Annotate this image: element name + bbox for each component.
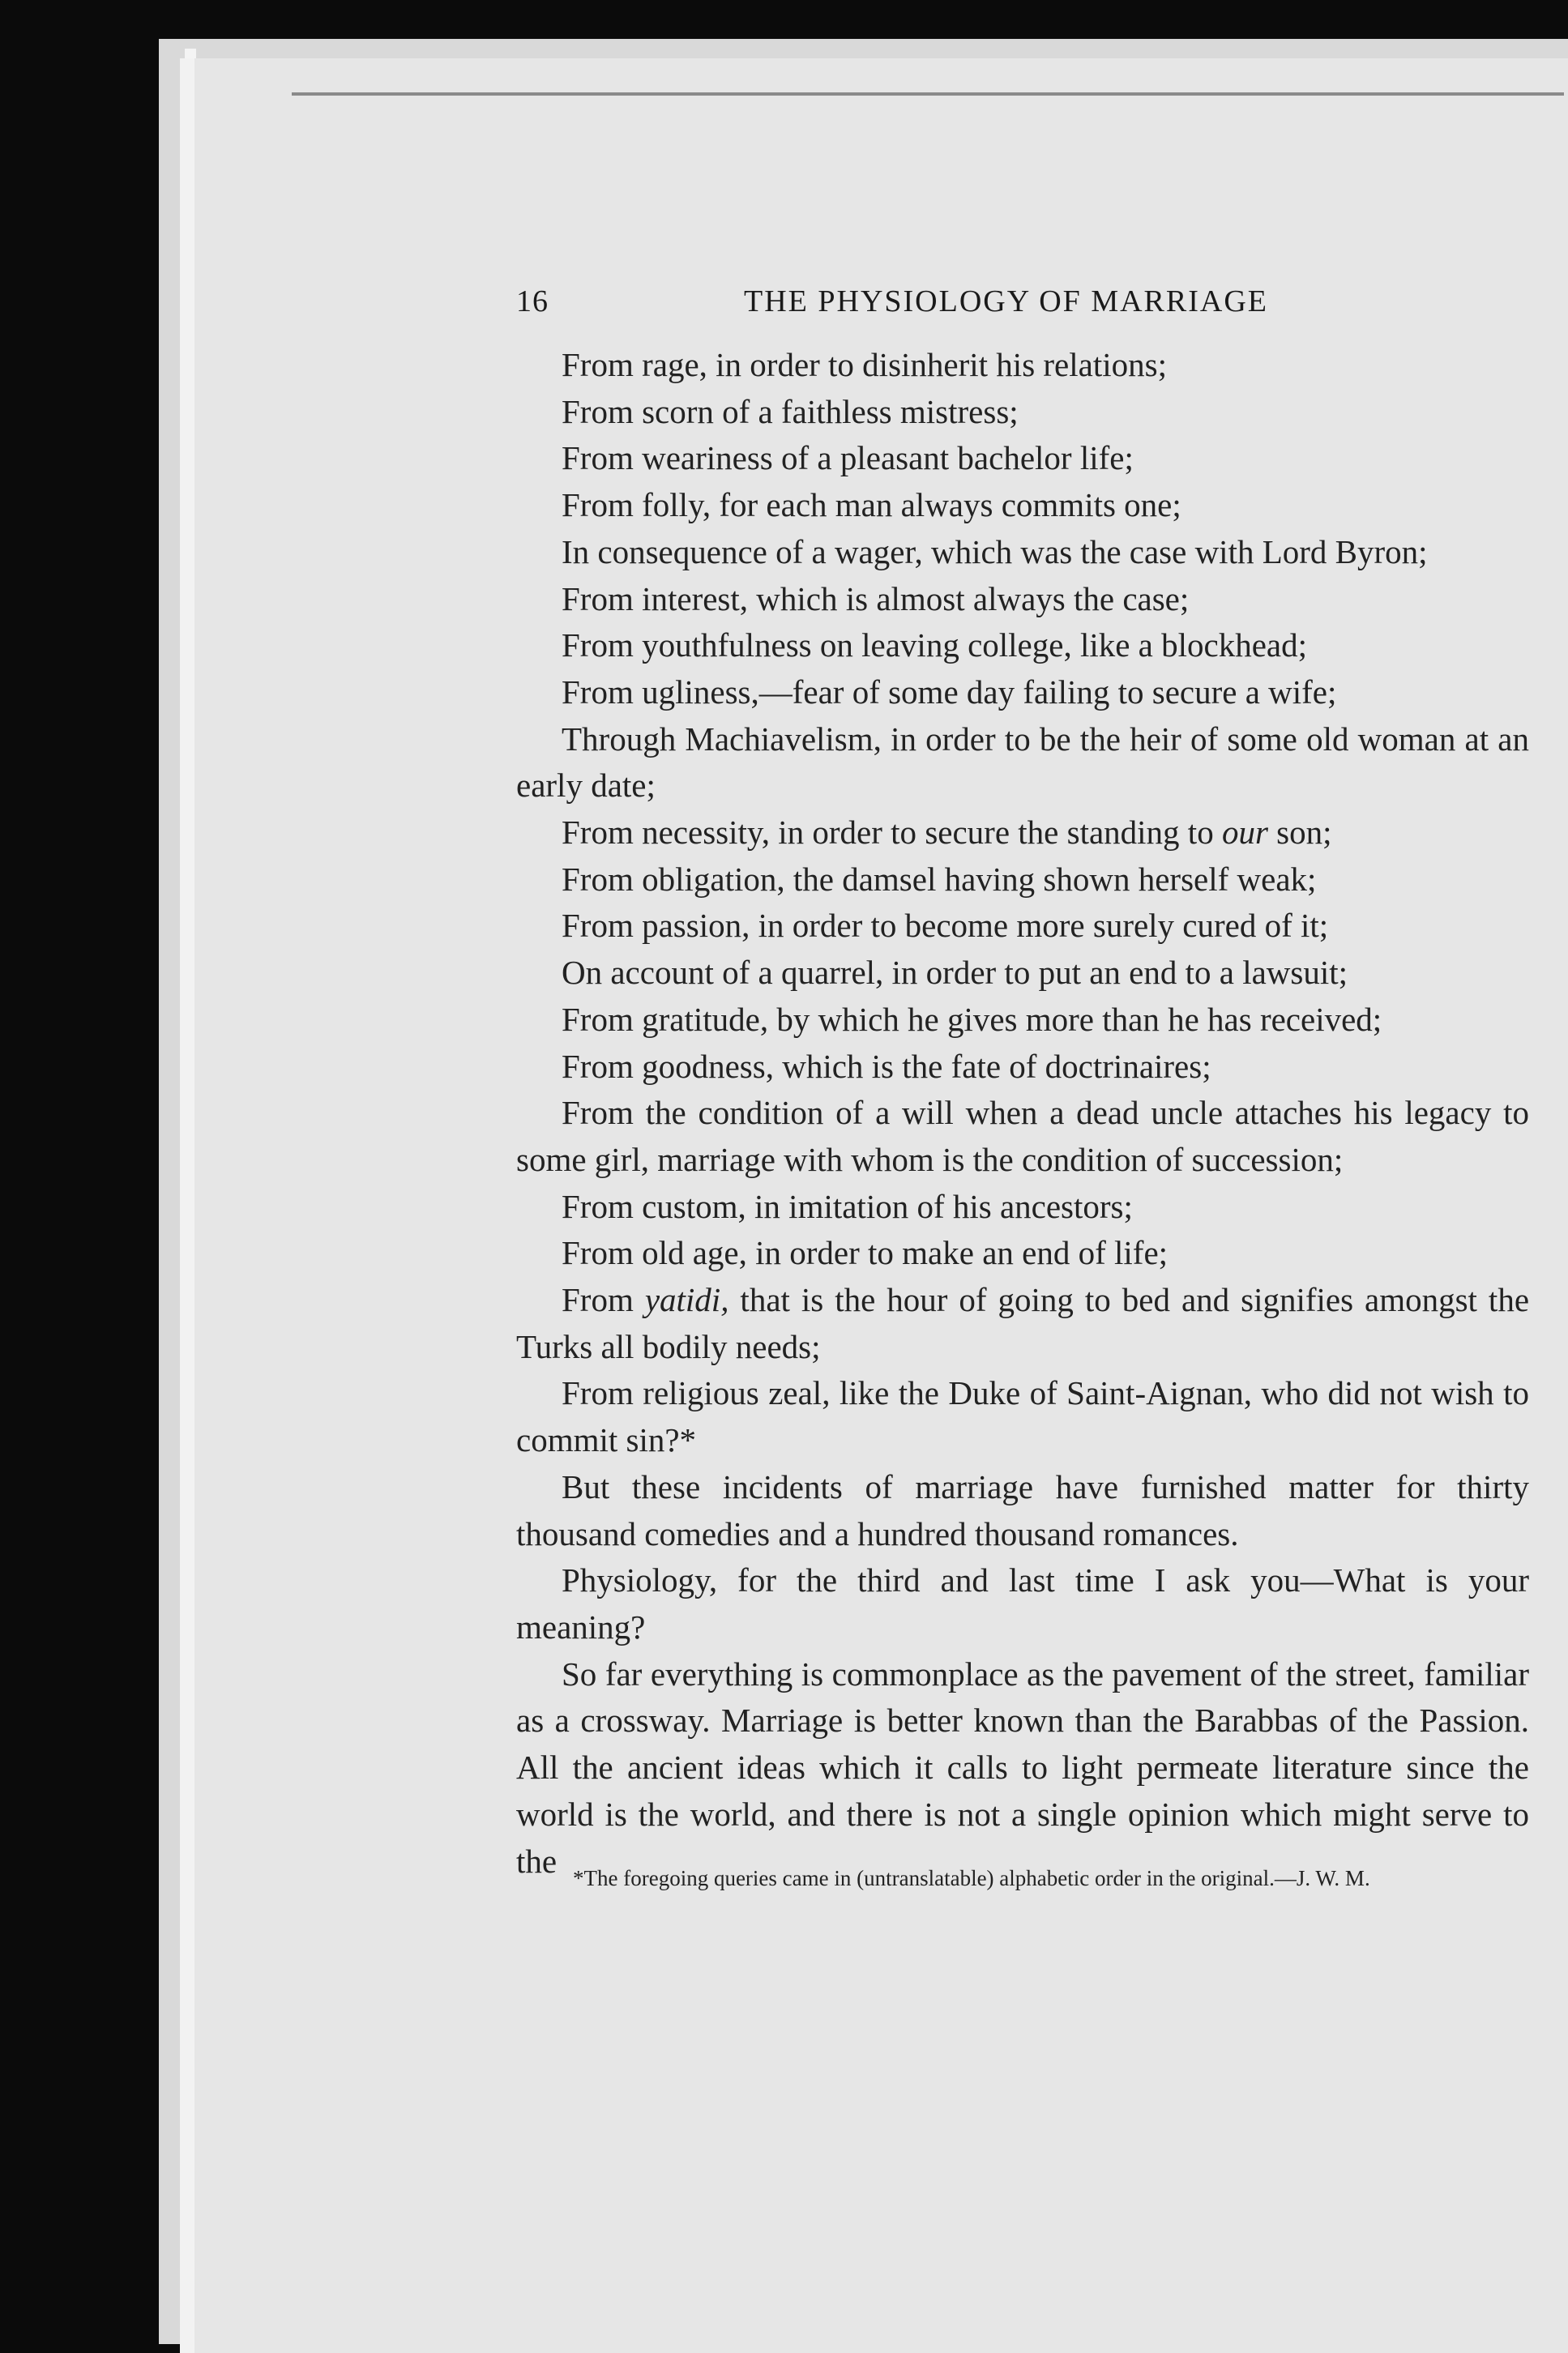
- paragraph: So far everything is commonplace as the pavement of the street, familiar as a crossway. Marriage is better known than the Barabbas of the Passion. All the ancient ideas which it calls to light permeate literature since the world is the world, and there is not a single opinion which might serve to the: [516, 1655, 1529, 1880]
- paragraph: But these incidents of marriage have furnished matter for thirty thousand comedies and a hundred thousand romances.: [516, 1467, 1529, 1552]
- italic-word: our: [1221, 814, 1268, 852]
- paragraph: From religious zeal, like the Duke of Saint-Aignan, who did not wish to commit sin?*: [516, 1374, 1529, 1459]
- running-title: THE PHYSIOLOGY OF MARRIAGE: [744, 284, 1268, 318]
- paragraph: Through Machiavelism, in order to be the heir of some old woman at an early date;: [516, 720, 1529, 805]
- paragraph: From old age, in order to make an end of life;: [562, 1234, 1169, 1272]
- paragraph: From passion, in order to become more surely cured of it;: [562, 907, 1329, 945]
- paragraph: From obligation, the damsel having shown herself weak;: [562, 860, 1317, 898]
- paragraph: From gratitude, by which he gives more than he has received;: [562, 1000, 1382, 1038]
- paragraph: From necessity, in order to secure the standing to our son;: [562, 814, 1332, 852]
- paragraph: From goodness, which is the fate of doctrinaires;: [562, 1047, 1211, 1085]
- paragraph: From rage, in order to disinherit his relations;: [562, 346, 1167, 383]
- footnote-text: *The foregoing queries came in (untranslatable) alphabetic order in the original.—J. W. M.: [573, 1866, 1370, 1890]
- paragraph: Physiology, for the third and last time I ask you—What is your meaning?: [516, 1561, 1529, 1646]
- paragraph: From interest, which is almost always the case;: [562, 579, 1190, 617]
- paragraph: From scorn of a faithless mistress;: [562, 392, 1019, 430]
- italic-word: yatidi,: [644, 1281, 729, 1319]
- body-text: [516, 342, 1529, 1885]
- header-rule: [292, 92, 1564, 96]
- paragraph: From weariness of a pleasant bachelor life;: [562, 439, 1134, 477]
- paragraph: From yatidi, that is the hour of going to bed and signifies amongst the Turks all bodily needs;: [516, 1281, 1530, 1365]
- paragraph: In consequence of a wager, which was the case with Lord Byron;: [562, 532, 1428, 570]
- footnote: [516, 1864, 1529, 1893]
- paragraph: From folly, for each man always commits one;: [562, 486, 1181, 524]
- page-number: 16: [516, 284, 549, 318]
- paragraph: From youthfulness on leaving college, like a blockhead;: [562, 626, 1307, 664]
- paragraph: From the condition of a will when a dead uncle attaches his legacy to some girl, marriage with whom is the condition of succession;: [516, 1094, 1529, 1178]
- paragraph: From ugliness,—fear of some day failing to secure a wife;: [562, 673, 1337, 711]
- paragraph: On account of a quarrel, in order to put an end to a lawsuit;: [562, 954, 1348, 992]
- paragraph: From custom, in imitation of his ancestors;: [562, 1187, 1133, 1225]
- page-header: [516, 277, 1521, 326]
